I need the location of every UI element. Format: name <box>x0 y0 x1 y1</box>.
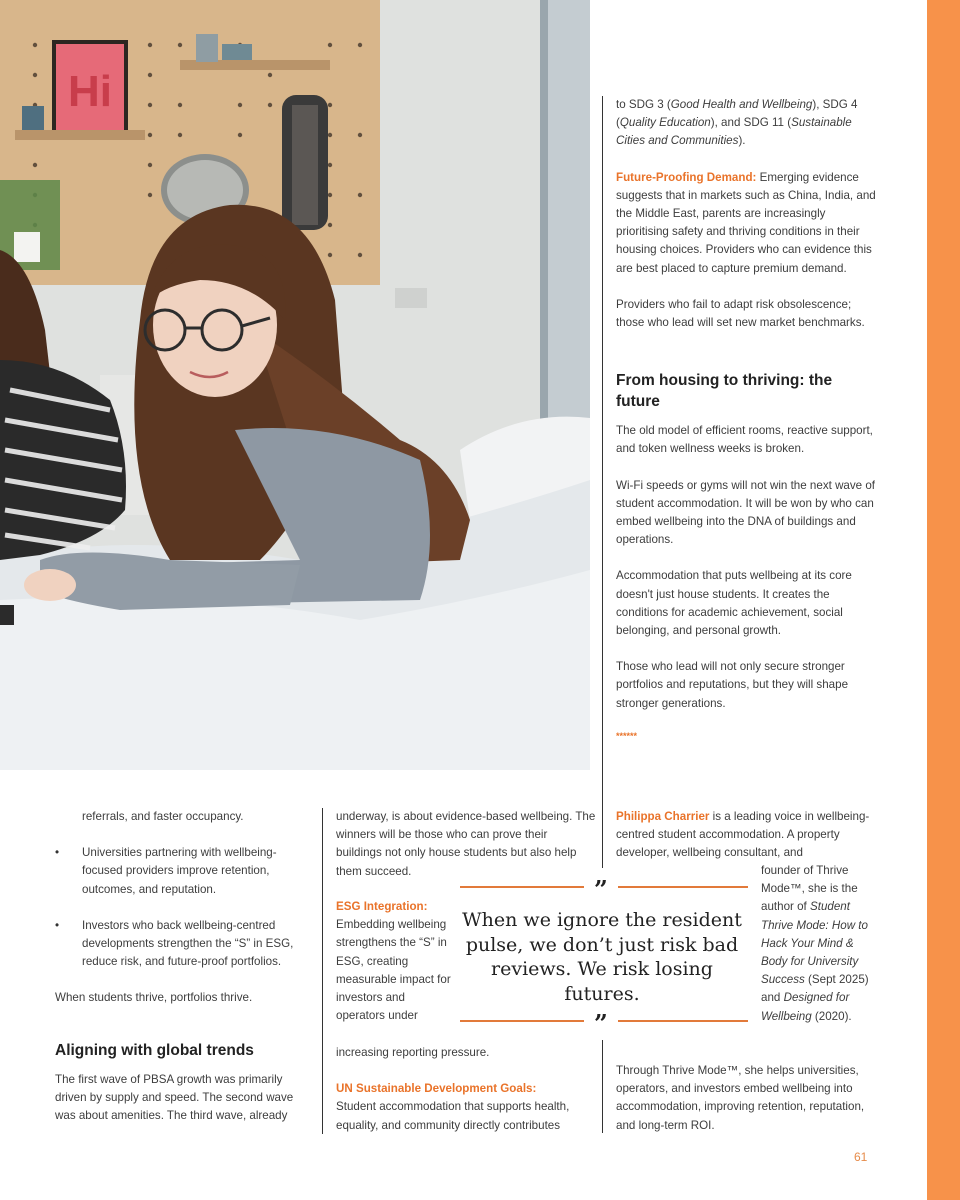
author-bio-side: founder of Thrive Mode™, she is the author of Student Thrive Mode: How to Hack Your Mind & Body for University Success (Sept 2025) and Designed for Wellbeing (2020). <box>761 864 869 1023</box>
quote-rule-top-right <box>618 886 748 888</box>
section-stars: ****** <box>616 730 638 741</box>
evidence-paragraph: underway, is about evidence-based wellbeing. The winners will be those who can prove their buildings not only house students but also help them succeed. <box>336 810 596 878</box>
old-model-paragraph: The old model of efficient rooms, reactive support, and token wellness weeks is broken. <box>616 424 873 456</box>
wifi-paragraph: Wi-Fi speeds or gyms will not win the next wave of student accommodation. It will be won by who can embed wellbeing into the DNA of buildings and operations. <box>616 478 876 547</box>
un-text: Student accommodation that supports health, equality, and community directly contributes <box>336 1100 570 1132</box>
author-bio-top: Philippa Charrier is a leading voice in wellbeing-centred student accommodation. A property developer, wellbeing consultant, and <box>616 810 870 860</box>
un-label: UN Sustainable Development Goals: <box>336 1082 537 1096</box>
pull-quote: When we ignore the resident pulse, we don’t just risk bad reviews. We risk losing futures. <box>462 909 742 1005</box>
esg-text: Embedding wellbeing strengthens the “S” in ESG, creating measurable impact for investors and operators under <box>336 918 451 1023</box>
left-column <box>55 808 313 1125</box>
esg-block <box>336 898 454 1025</box>
quote-rule-top-left <box>460 886 584 888</box>
lead-paragraph: Those who lead will not only secure stronger portfolios and reputations, but they will shape stronger generations. <box>616 660 849 710</box>
quote-mark-icon: ” <box>594 1009 608 1038</box>
poster-text: Hi <box>68 67 112 116</box>
article-photo <box>0 0 590 770</box>
esg-label: ESG Integration: <box>336 900 428 913</box>
photo-illustration <box>0 0 590 770</box>
sdg-continuation: to SDG 3 (Good Health and Wellbeing), SDG 4 (Quality Education), and SDG 11 (Sustainable Cities and Communities). <box>616 98 858 148</box>
author-name: Philippa Charrier <box>616 810 710 823</box>
wellbeing-core-paragraph: Accommodation that puts wellbeing at its core doesn't just house students. It creates the conditions for academic achievement, social belonging, and personal growth. <box>616 569 852 638</box>
esg-tail: increasing reporting pressure. <box>336 1046 490 1059</box>
benefits-list <box>55 844 313 971</box>
middle-column <box>336 808 596 881</box>
orange-edge-bar <box>927 0 960 1200</box>
column-divider-left <box>322 808 323 1134</box>
future-proofing-paragraph: Future-Proofing Demand: Emerging evidence suggests that in markets such as China, India, and the Middle East, parents are increasingly prioritising safety and thriving conditions in their housing choices. Providers who can evidence this are best placed to capture premium demand. <box>616 170 876 275</box>
referrals-continuation: referrals, and faster occupancy. <box>82 810 244 823</box>
quote-rule-bottom-right <box>618 1020 748 1022</box>
page-number: 61 <box>854 1150 868 1164</box>
pbsa-paragraph: The first wave of PBSA growth was primarily driven by supply and speed. The second wave was about amenities. The third wave, already <box>55 1072 294 1123</box>
obsolescence-paragraph: Providers who fail to adapt risk obsolescence; those who lead will set new market benchmarks. <box>616 297 865 330</box>
column-divider-right-lower <box>602 1040 603 1133</box>
list-item: • Investors who back wellbeing-centred developments strengthen the “S” in ESG, reduce risk, and future-proof portfolios. <box>55 917 313 972</box>
list-item: • Universities partnering with wellbeing-focused providers improve retention, outcomes, and reputation. <box>55 844 313 899</box>
quote-rule-bottom-left <box>460 1020 584 1022</box>
esg-tail-block <box>336 1044 596 1135</box>
quote-mark-icon: ” <box>594 875 608 904</box>
author-bio-closing: Through Thrive Mode™, she helps universities, operators, and investors embed wellbeing into accommodation, improving retention, reputation, and long-term ROI. <box>616 1064 865 1132</box>
right-column <box>616 96 878 745</box>
thrive-paragraph: When students thrive, portfolios thrive. <box>55 991 253 1005</box>
column-divider-right <box>602 96 603 868</box>
section-heading-future: From housing to thriving: the future <box>616 372 833 411</box>
section-heading-trends: Aligning with global trends <box>55 1041 254 1059</box>
